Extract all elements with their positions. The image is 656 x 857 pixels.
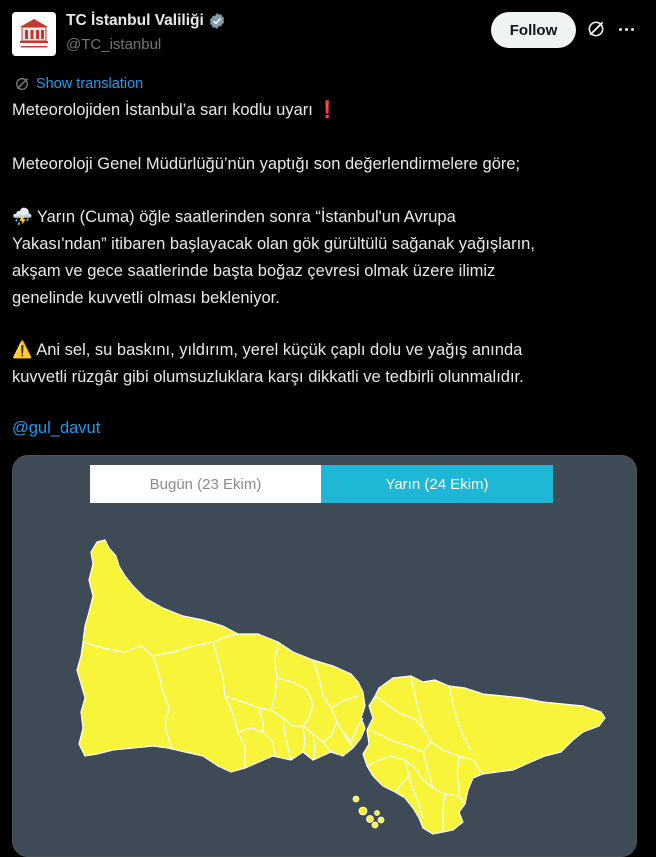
tweet-line: Meteorolojiden İstanbul’a sarı kodlu uyarı ❗ — [12, 101, 338, 119]
more-options-icon[interactable] — [616, 19, 636, 39]
follow-button[interactable]: Follow — [491, 12, 576, 48]
istanbul-asian-side — [363, 676, 605, 834]
tab-tomorrow[interactable]: Yarın (24 Ekim) — [321, 465, 553, 503]
tab-today[interactable]: Bugün (23 Ekim) — [90, 465, 321, 503]
show-translation-link[interactable] — [14, 76, 143, 92]
tweet-line: ⛈️ Yarın (Cuma) öğle saatlerinden sonra “İstanbul'un Avrupa — [12, 208, 456, 226]
istanbul-european-side — [77, 540, 365, 772]
princes-islands — [353, 796, 384, 828]
media-card-map[interactable] — [12, 455, 637, 857]
show-translation-label: Show translation — [36, 76, 144, 92]
translate-icon — [14, 76, 30, 92]
avatar[interactable] — [12, 12, 56, 56]
grok-icon[interactable] — [586, 19, 606, 39]
tweet-line: Yakası'ndan” itibaren başlayacak olan gök gürültülü sağanak yağışların, — [12, 235, 535, 253]
tweet-line: Meteoroloji Genel Müdürlüğü’nün yaptığı son değerlendirmelere göre; — [12, 155, 521, 173]
tweet-line: ⚠️ Ani sel, su baskını, yıldırım, yerel küçük çaplı dolu ve yağış anında — [12, 341, 523, 359]
valilik-logo-icon — [12, 12, 56, 56]
tweet-line: kuvvetli rüzgâr gibi olumsuzluklara karşı dikkatli ve tedbirli olunmalıdır. — [12, 368, 524, 386]
tweet-header — [0, 0, 656, 70]
display-name[interactable]: TC İstanbul Valiliği — [66, 12, 204, 29]
account-handle[interactable]: @TC_istanbul — [66, 36, 162, 53]
user-mention-link[interactable]: @gul_davut — [12, 419, 101, 437]
istanbul-warning-map — [13, 456, 636, 856]
tweet-line: akşam ve gece saatlerinde başta boğaz çevresi olmak üzere ilimiz — [12, 262, 496, 280]
verified-badge-icon — [208, 12, 226, 30]
tweet-line: genelinde kuvvetli olması bekleniyor. — [12, 289, 280, 307]
